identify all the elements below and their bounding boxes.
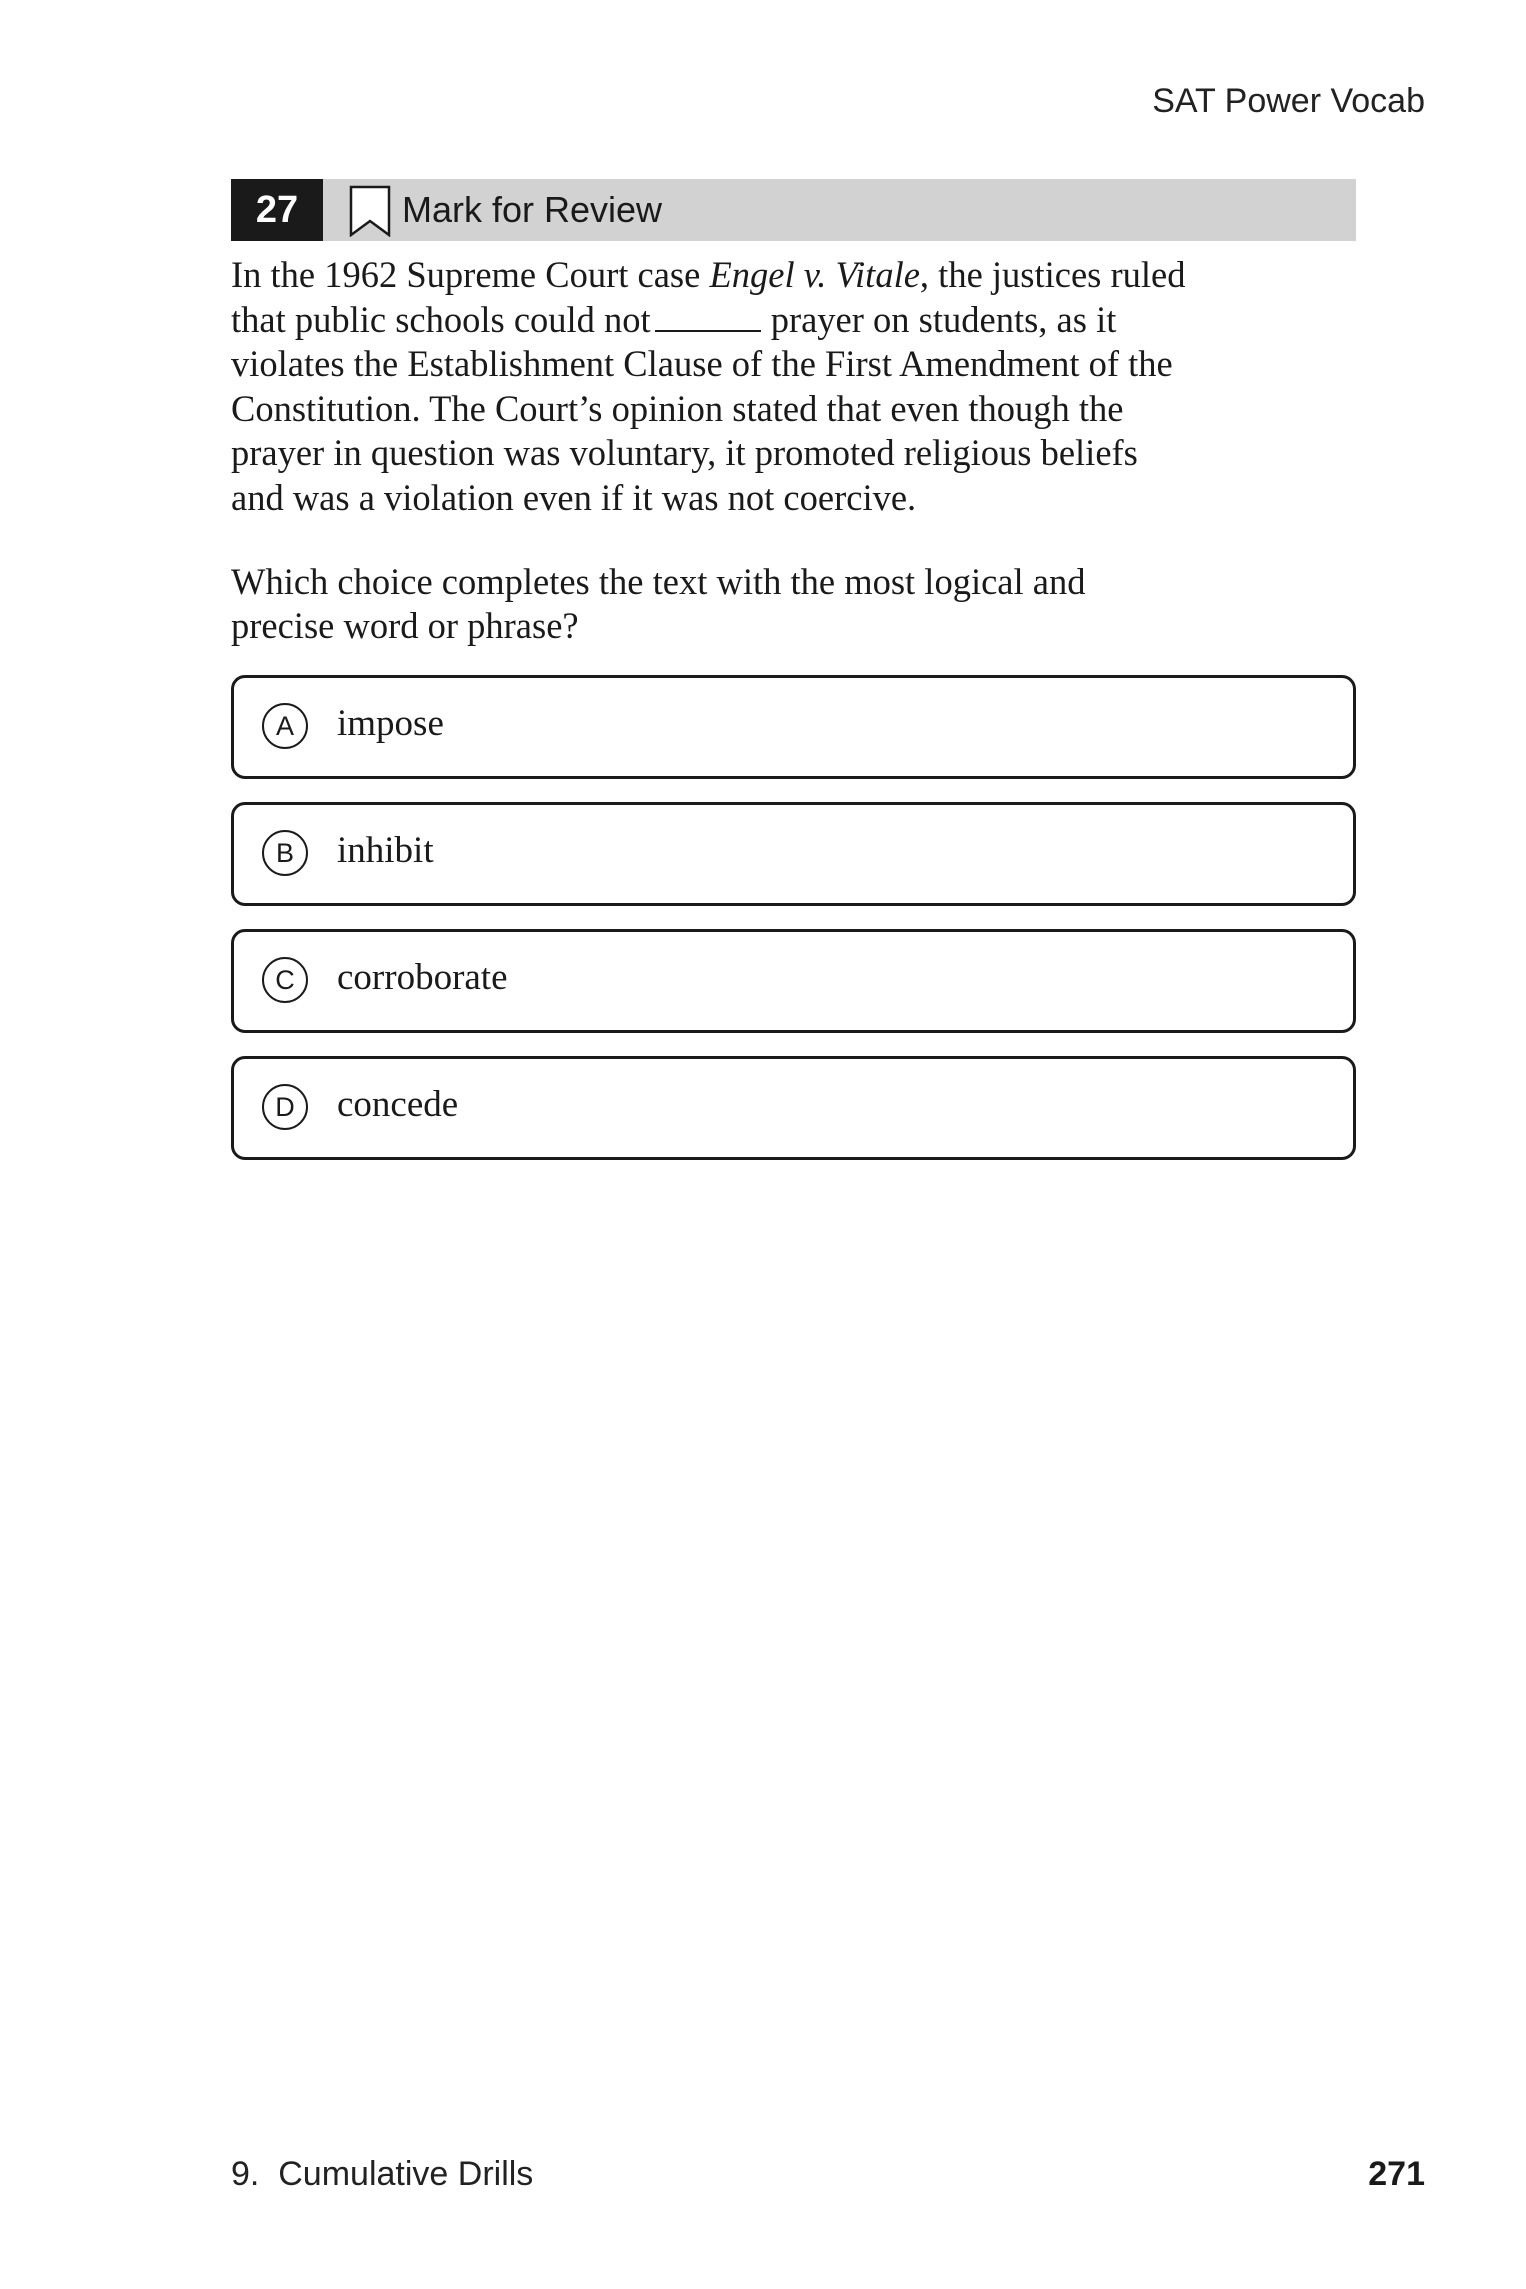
- passage-text-segment: , the justices ruled: [919, 254, 1186, 295]
- passage-line: [231, 298, 1186, 343]
- mark-for-review-button[interactable]: Mark for Review: [402, 189, 663, 230]
- option-letter-circle: D: [262, 1084, 308, 1130]
- page-number: 271: [1368, 2155, 1425, 2193]
- answer-option-c[interactable]: [231, 929, 1356, 1033]
- passage-line: Constitution. The Court’s opinion stated that even though the: [231, 387, 1124, 429]
- passage-line: violates the Establishment Clause of the First Amendment of the: [231, 343, 1173, 384]
- passage-text-segment: prayer on students, as it: [770, 298, 1117, 340]
- passage-line: prayer in question was voluntary, it promoted religious beliefs: [231, 432, 1138, 473]
- bookmark-icon[interactable]: [349, 185, 391, 237]
- question-prompt: [231, 560, 1085, 647]
- option-letter-circle: C: [262, 957, 308, 1003]
- passage-text: [231, 253, 1186, 520]
- answer-option-b[interactable]: [231, 802, 1356, 906]
- passage-line: and was a violation even if it was not coercive.: [231, 476, 917, 518]
- option-text: concede: [337, 1084, 459, 1125]
- option-letter-circle: A: [262, 703, 308, 749]
- option-text: inhibit: [337, 830, 434, 871]
- passage-text-segment: that public schools could not: [231, 298, 651, 340]
- footer-chapter: 9. Cumulative Drills: [231, 2155, 534, 2193]
- option-letter-circle: B: [262, 830, 308, 876]
- question-line: precise word or phrase?: [231, 604, 579, 646]
- answer-option-d[interactable]: [231, 1056, 1356, 1160]
- question-header-bar: [231, 179, 1356, 241]
- passage-line: [231, 253, 1186, 298]
- passage-text-segment: In the 1962 Supreme Court case: [231, 254, 710, 295]
- option-text: corroborate: [337, 957, 508, 998]
- running-head: SAT Power Vocab: [1152, 82, 1425, 120]
- answer-option-a[interactable]: [231, 675, 1356, 779]
- fill-in-blank: [655, 300, 761, 332]
- case-name: Engel v. Vitale: [709, 254, 920, 295]
- option-text: impose: [337, 703, 444, 744]
- question-line: Which choice completes the text with the most logical and: [231, 561, 1086, 602]
- question-number: 27: [231, 179, 323, 241]
